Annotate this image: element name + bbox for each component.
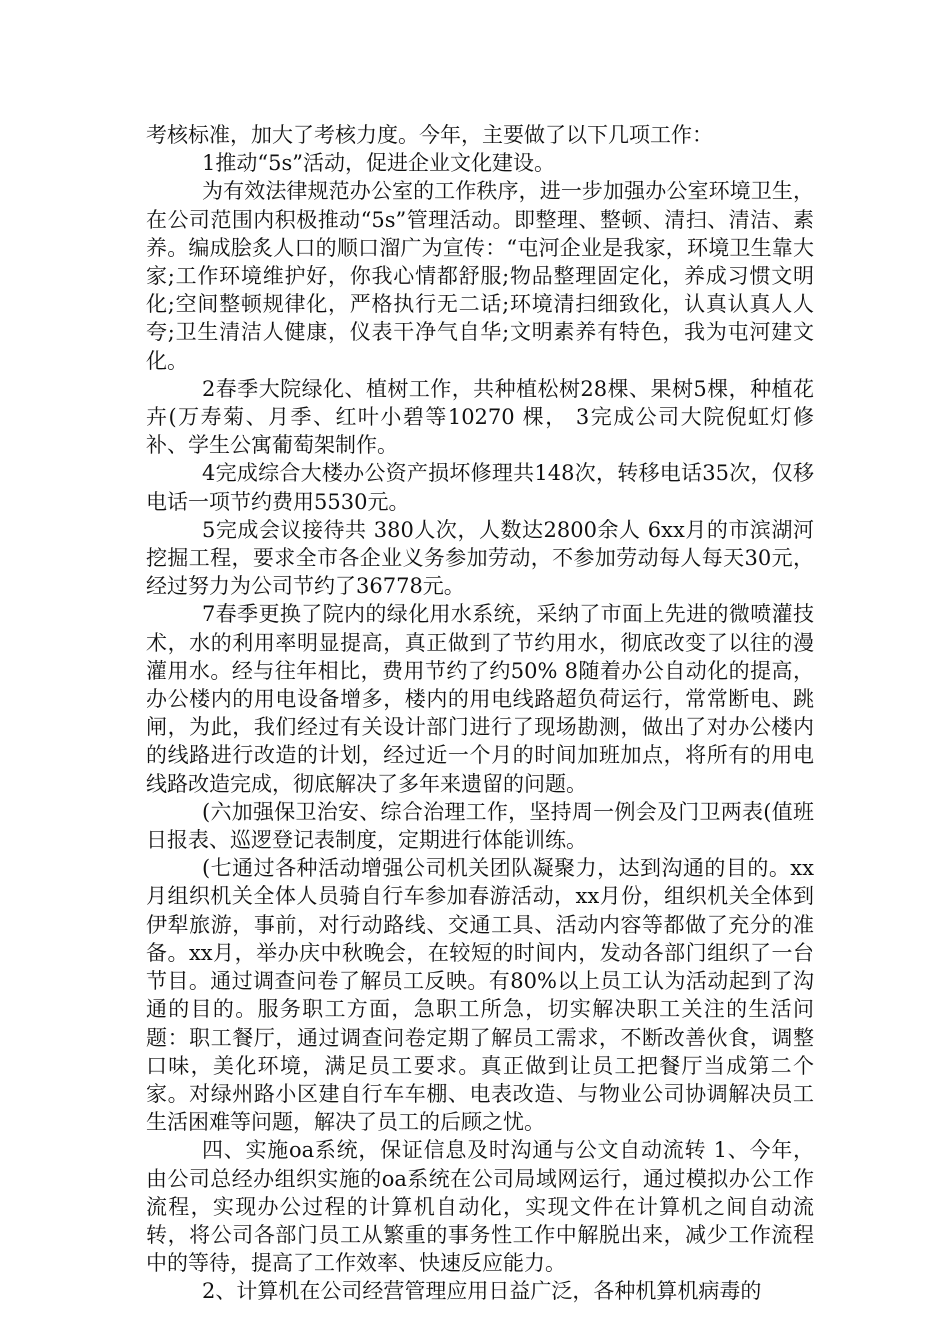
paragraph-greening-work: 2春季大院绿化、植树工作，共种植松树28棵、果树5棵，种植花卉(万寿菊、月季、红叶小碧等10270 棵， 3完成公司大院倪虹灯修补、学生公寓葡萄架制作。 [146,376,814,458]
paragraph-computer-virus: 2、计算机在公司经营管理应用日益广泛，各种机算机病毒的 [202,1279,762,1304]
paragraph-5s-activity: 为有效法律规范办公室的工作秩序，进一步加强办公室环境卫生，在公司范围内积极推动“5s”管理活动。即整理、整顿、清扫、清洁、素养。编成脍炙人口的顺口溜广为宣传：“屯河企业是我家，环境卫生靠大家;工作环境维护好，你我心情都舒服;物品整理固定化，养成习惯文明化;空间整顿规律化，严格执行无二话;环境清扫细致化，认真认真人人夸;卫生清洁人健康，仪表干净气自华;文明素养有特色，我为屯河建文化。 [146,179,814,373]
paragraph-asset-repair: 4完成综合大楼办公资产损坏修理共148次，转移电话35次，仅移电话一项节约费用5530元。 [146,461,814,514]
paragraph-meeting-reception: 5完成会议接待共 380人次，人数达2800余人 6xx月的市滨湖河挖掘工程，要求全市各企业义务参加劳动，不参加劳动每人每天30元，经过努力为公司节约了36778元。 [146,517,814,599]
paragraph-irrigation-electric: 7春季更换了院内的绿化用水系统，采纳了市面上先进的微喷灌技术，水的利用率明显提高，真正做到了节约用水，彻底改变了以往的漫灌用水。经与往年相比，费用节约了约50% 8随着办公自动化的提高，办公楼内的用电设备增多，楼内的用电线路超负荷运行，常常断电、跳闸，为此，我们经过有关设计部门进行了现场勘测，做出了对办公楼内的线路进行改造的计划，经过近一个月的时间加班加点，将所有的用电线路改造完成，彻底解决了多年来遗留的问题。 [146,602,814,796]
paragraph-continuation: 考核标准，加大了考核力度。今年，主要做了以下几项工作： [146,123,713,147]
paragraph-item-1-heading: 1推动“5s”活动，促进企业文化建设。 [202,151,555,176]
paragraph-team-activities: (七通过各种活动增强公司机关团队凝聚力，达到沟通的目的。xx月组织机关全体人员骑自行车参加春游活动，xx月份，组织机关全体到伊犁旅游，事前，对行动路线、交通工具、活动内容等都做了充分的准备。xx月，举办庆中秋晚会，在较短的时间内，发动各部门组织了一台节目。通过调查问卷了解员工反映。有80%以上员工认为活动起到了沟通的目的。服务职工方面，急职工所急，切实解决职工关注的生活问题：职工餐厅，通过调查问卷定期了解员工需求，不断改善伙食，调整口味，美化环境，满足员工要求。真正做到让员工把餐厅当成第二个家。对绿州路小区建自行车车棚、电表改造、与物业公司协调解决员工生活困难等问题，解决了员工的后顾之忧。 [146,856,814,1135]
document-body [146,121,814,1306]
paragraph-security: (六加强保卫治安、综合治理工作，坚持周一例会及门卫两表(值班日报表、巡逻登记表制度，定期进行体能训练。 [146,799,814,853]
paragraph-oa-system: 四、实施oa系统，保证信息及时沟通与公文自动流转 1、今年，由公司总经办组织实施的oa系统在公司局域网运行，通过模拟办公工作流程，实现办公过程的计算机自动化，实现文件在计算机之间自动流转，将公司各部门员工从繁重的事务性工作中解脱出来，减少工作流程中的等待，提高了工作效率、快速反应能力。 [146,1138,814,1276]
